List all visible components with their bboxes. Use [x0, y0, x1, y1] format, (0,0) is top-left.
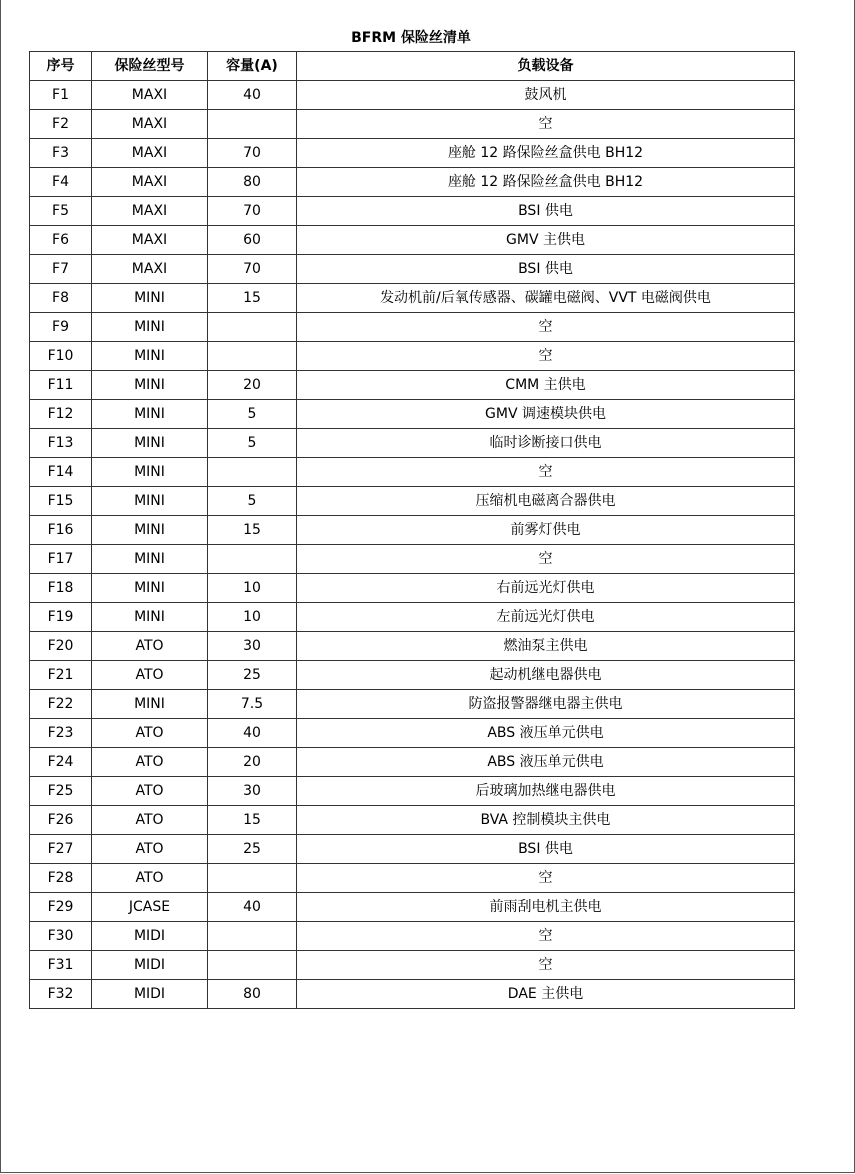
table-row	[30, 429, 795, 458]
cell-capacity	[208, 110, 297, 139]
cell-capacity: 5	[208, 429, 297, 458]
table-row	[30, 690, 795, 719]
table-row	[30, 458, 795, 487]
cell-index: F14	[30, 458, 92, 487]
cell-load-device: 空	[297, 313, 795, 342]
cell-fuse-type: MAXI	[92, 168, 208, 197]
cell-index: F9	[30, 313, 92, 342]
cell-capacity: 5	[208, 400, 297, 429]
cell-index: F5	[30, 197, 92, 226]
table-row	[30, 777, 795, 806]
cell-fuse-type: MIDI	[92, 922, 208, 951]
cell-capacity: 80	[208, 980, 297, 1009]
table-row	[30, 371, 795, 400]
header-capacity: 容量(A)	[208, 52, 297, 81]
cell-index: F22	[30, 690, 92, 719]
cell-capacity: 30	[208, 632, 297, 661]
table-row	[30, 719, 795, 748]
cell-fuse-type: MINI	[92, 458, 208, 487]
table-row	[30, 661, 795, 690]
cell-index: F15	[30, 487, 92, 516]
cell-capacity: 15	[208, 284, 297, 313]
cell-fuse-type: ATO	[92, 661, 208, 690]
cell-capacity: 10	[208, 603, 297, 632]
cell-load-device: 空	[297, 951, 795, 980]
table-row	[30, 284, 795, 313]
cell-load-device: 鼓风机	[297, 81, 795, 110]
table-row	[30, 748, 795, 777]
table-row	[30, 980, 795, 1009]
table-row	[30, 226, 795, 255]
table-row	[30, 516, 795, 545]
cell-load-device: DAE 主供电	[297, 980, 795, 1009]
cell-fuse-type: ATO	[92, 777, 208, 806]
cell-capacity: 15	[208, 806, 297, 835]
cell-fuse-type: MAXI	[92, 197, 208, 226]
cell-fuse-type: MINI	[92, 371, 208, 400]
table-row	[30, 487, 795, 516]
cell-capacity: 70	[208, 197, 297, 226]
cell-fuse-type: MINI	[92, 516, 208, 545]
cell-load-device: ABS 液压单元供电	[297, 719, 795, 748]
cell-capacity: 60	[208, 226, 297, 255]
cell-index: F4	[30, 168, 92, 197]
table-row	[30, 168, 795, 197]
cell-capacity: 70	[208, 139, 297, 168]
cell-capacity: 25	[208, 661, 297, 690]
cell-index: F11	[30, 371, 92, 400]
cell-fuse-type: MAXI	[92, 81, 208, 110]
cell-fuse-type: MINI	[92, 313, 208, 342]
cell-load-device: 空	[297, 922, 795, 951]
header-load-device: 负载设备	[297, 52, 795, 81]
fuse-table-body	[30, 81, 795, 1009]
cell-load-device: 右前远光灯供电	[297, 574, 795, 603]
cell-index: F23	[30, 719, 92, 748]
cell-fuse-type: MAXI	[92, 255, 208, 284]
cell-index: F18	[30, 574, 92, 603]
cell-fuse-type: ATO	[92, 806, 208, 835]
table-row	[30, 951, 795, 980]
cell-load-device: 防盗报警器继电器主供电	[297, 690, 795, 719]
cell-load-device: ABS 液压单元供电	[297, 748, 795, 777]
cell-capacity: 5	[208, 487, 297, 516]
table-row	[30, 400, 795, 429]
cell-fuse-type: ATO	[92, 632, 208, 661]
cell-load-device: BVA 控制模块主供电	[297, 806, 795, 835]
cell-load-device: 压缩机电磁离合器供电	[297, 487, 795, 516]
cell-capacity: 30	[208, 777, 297, 806]
cell-index: F26	[30, 806, 92, 835]
cell-index: F24	[30, 748, 92, 777]
cell-index: F10	[30, 342, 92, 371]
cell-load-device: 左前远光灯供电	[297, 603, 795, 632]
header-index: 序号	[30, 52, 92, 81]
cell-fuse-type: ATO	[92, 864, 208, 893]
cell-load-device: CMM 主供电	[297, 371, 795, 400]
table-row	[30, 922, 795, 951]
cell-fuse-type: MINI	[92, 284, 208, 313]
cell-index: F8	[30, 284, 92, 313]
cell-fuse-type: MINI	[92, 545, 208, 574]
table-row	[30, 313, 795, 342]
table-row	[30, 603, 795, 632]
cell-capacity: 15	[208, 516, 297, 545]
cell-fuse-type: MINI	[92, 690, 208, 719]
table-row	[30, 342, 795, 371]
cell-index: F21	[30, 661, 92, 690]
cell-fuse-type: ATO	[92, 719, 208, 748]
table-row	[30, 255, 795, 284]
cell-index: F16	[30, 516, 92, 545]
cell-load-device: 后玻璃加热继电器供电	[297, 777, 795, 806]
cell-capacity: 40	[208, 893, 297, 922]
table-row	[30, 835, 795, 864]
cell-index: F1	[30, 81, 92, 110]
cell-index: F13	[30, 429, 92, 458]
table-row	[30, 81, 795, 110]
cell-capacity	[208, 545, 297, 574]
cell-index: F19	[30, 603, 92, 632]
cell-fuse-type: MINI	[92, 603, 208, 632]
cell-index: F31	[30, 951, 92, 980]
table-row	[30, 632, 795, 661]
cell-capacity	[208, 951, 297, 980]
cell-index: F27	[30, 835, 92, 864]
cell-fuse-type: MAXI	[92, 110, 208, 139]
cell-index: F17	[30, 545, 92, 574]
cell-capacity: 10	[208, 574, 297, 603]
cell-index: F29	[30, 893, 92, 922]
cell-index: F30	[30, 922, 92, 951]
cell-index: F32	[30, 980, 92, 1009]
cell-capacity	[208, 922, 297, 951]
cell-fuse-type: ATO	[92, 748, 208, 777]
cell-index: F20	[30, 632, 92, 661]
cell-fuse-type: ATO	[92, 835, 208, 864]
table-row	[30, 806, 795, 835]
cell-fuse-type: MINI	[92, 342, 208, 371]
table-row	[30, 574, 795, 603]
cell-fuse-type: JCASE	[92, 893, 208, 922]
cell-index: F3	[30, 139, 92, 168]
cell-load-device: GMV 调速模块供电	[297, 400, 795, 429]
cell-index: F25	[30, 777, 92, 806]
cell-load-device: 前雾灯供电	[297, 516, 795, 545]
cell-index: F12	[30, 400, 92, 429]
cell-load-device: 座舱 12 路保险丝盒供电 BH12	[297, 168, 795, 197]
cell-load-device: BSI 供电	[297, 197, 795, 226]
cell-load-device: GMV 主供电	[297, 226, 795, 255]
document-title: BFRM 保险丝清单	[351, 30, 471, 46]
cell-load-device: 临时诊断接口供电	[297, 429, 795, 458]
cell-load-device: 空	[297, 458, 795, 487]
header-fuse-type: 保险丝型号	[92, 52, 208, 81]
cell-load-device: BSI 供电	[297, 835, 795, 864]
cell-load-device: BSI 供电	[297, 255, 795, 284]
cell-fuse-type: MINI	[92, 574, 208, 603]
cell-index: F28	[30, 864, 92, 893]
cell-load-device: 起动机继电器供电	[297, 661, 795, 690]
cell-capacity: 25	[208, 835, 297, 864]
cell-capacity: 70	[208, 255, 297, 284]
cell-capacity: 20	[208, 371, 297, 400]
cell-load-device: 空	[297, 110, 795, 139]
cell-load-device: 燃油泵主供电	[297, 632, 795, 661]
cell-capacity	[208, 342, 297, 371]
cell-load-device: 座舱 12 路保险丝盒供电 BH12	[297, 139, 795, 168]
table-row	[30, 139, 795, 168]
table-row	[30, 893, 795, 922]
table-row	[30, 110, 795, 139]
cell-capacity: 20	[208, 748, 297, 777]
cell-load-device: 发动机前/后氧传感器、碳罐电磁阀、VVT 电磁阀供电	[297, 284, 795, 313]
table-row	[30, 197, 795, 226]
cell-fuse-type: MINI	[92, 400, 208, 429]
cell-load-device: 前雨刮电机主供电	[297, 893, 795, 922]
cell-capacity: 80	[208, 168, 297, 197]
cell-fuse-type: MAXI	[92, 226, 208, 255]
cell-load-device: 空	[297, 342, 795, 371]
cell-fuse-type: MIDI	[92, 980, 208, 1009]
cell-capacity	[208, 313, 297, 342]
fuse-table	[29, 51, 795, 1009]
cell-capacity: 40	[208, 719, 297, 748]
cell-capacity	[208, 864, 297, 893]
cell-fuse-type: MIDI	[92, 951, 208, 980]
table-row	[30, 545, 795, 574]
table-row	[30, 864, 795, 893]
cell-index: F7	[30, 255, 92, 284]
cell-capacity	[208, 458, 297, 487]
cell-capacity: 7.5	[208, 690, 297, 719]
cell-fuse-type: MINI	[92, 487, 208, 516]
cell-fuse-type: MAXI	[92, 139, 208, 168]
cell-fuse-type: MINI	[92, 429, 208, 458]
cell-index: F6	[30, 226, 92, 255]
table-header-row	[30, 52, 795, 81]
cell-index: F2	[30, 110, 92, 139]
cell-load-device: 空	[297, 864, 795, 893]
cell-load-device: 空	[297, 545, 795, 574]
cell-capacity: 40	[208, 81, 297, 110]
